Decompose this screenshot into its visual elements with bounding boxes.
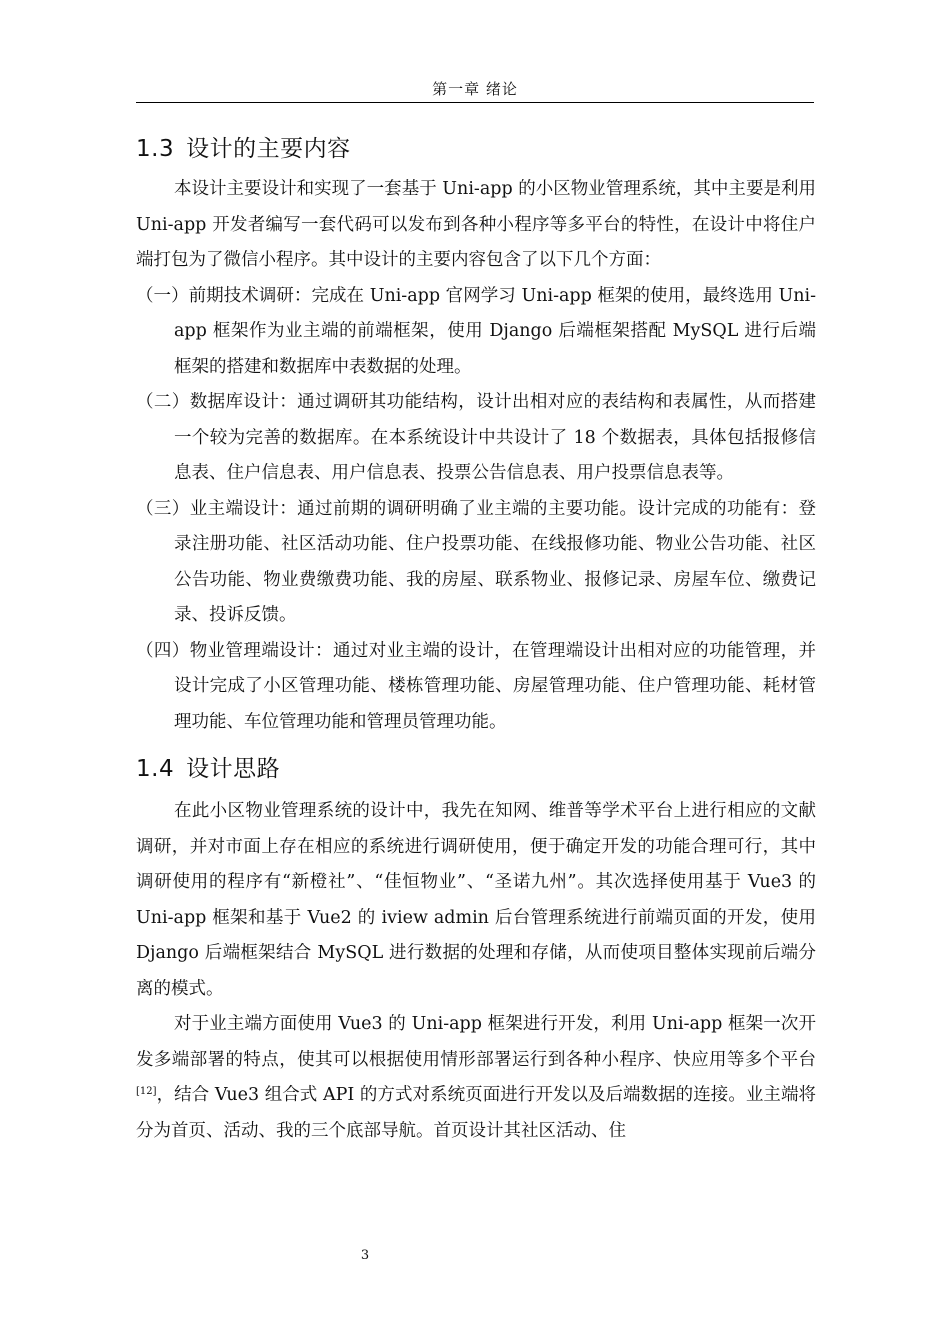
page-content (136, 130, 816, 1149)
section-1-4-paragraph-2 (136, 1007, 816, 1149)
section-1-3-intro: 本设计主要设计和实现了一套基于 Uni-app 的小区物业管理系统，其中主要是利用 Uni-app 开发者编写一套代码可以发布到各种小程序等多平台的特性，在设计中将住户端打包为了微信小程序。其中设计的主要内容包含了以下几个方面： (136, 179, 816, 270)
paragraph-2-text-after-citation: ，结合 Vue3 组合式 API 的方式对系统页面进行开发以及后端数据的连接。业主端将分为首页、活动、我的三个底部导航。首页设计其社区活动、住 (136, 1085, 816, 1141)
running-header: 第一章 绪论 (432, 80, 518, 98)
section-1-4-title: 设计思路 (186, 756, 281, 782)
citation-ref[interactable]: [12] (136, 1086, 157, 1097)
list-item-4-label: （四） (136, 640, 190, 661)
header-rule (136, 102, 814, 103)
section-1-4-number: 1.4 (136, 756, 175, 782)
list-item-2-text: 数据库设计：通过调研其功能结构，设计出相对应的表结构和表属性，从而搭建一个较为完善的数据库。在本系统设计中共设计了 18 个数据表，具体包括报修信息表、住户信息表、用户信息表、投票公告信息表、用户投票信息表等。 (174, 392, 816, 483)
list-item-1 (136, 279, 816, 386)
section-1-3-number: 1.3 (136, 136, 175, 162)
list-item-2 (136, 385, 816, 492)
list-item-3-text: 业主端设计：通过前期的调研明确了业主端的主要功能。设计完成的功能有：登录注册功能、社区活动功能、住户投票功能、在线报修功能、物业公告功能、社区公告功能、物业费缴费功能、我的房屋、联系物业、报修记录、房屋车位、缴费记录、投诉反馈。 (174, 498, 816, 625)
list-item-2-label: （二） (136, 392, 190, 412)
paragraph-2-text-before-citation: 对于业主端方面使用 Vue3 的 Uni-app 框架进行开发，利用 Uni-app 框架一次开发多端部署的特点，使其可以根据使用情形部署运行到各种小程序、快应用等多个平台 (136, 1014, 816, 1070)
list-item-4 (136, 634, 816, 741)
section-1-4-paragraph-1: 在此小区物业管理系统的设计中，我先在知网、维普等学术平台上进行相应的文献调研，并对市面上存在相应的系统进行调研使用，便于确定开发的功能合理可行，其中调研使用的程序有“新橙社”、“佳恒物业”、“圣诺九州”。其次选择使用基于 Vue3 的 Uni-app 框架和基于 Vue2 的 iview admin 后台管理系统进行前端页面的开发，使用 Django 后端框架结合 MySQL 进行数据的处理和存储，从而使项目整体实现前后端分离的模式。 (136, 801, 816, 999)
page-number: 3 (360, 1248, 370, 1263)
list-item-4-text: 物业管理端设计：通过对业主端的设计，在管理端设计出相对应的功能管理，并设计完成了小区管理功能、楼栋管理功能、房屋管理功能、住户管理功能、耗材管理功能、车位管理功能和管理员管理功能。 (174, 640, 816, 732)
list-item-3-label: （三） (136, 498, 190, 519)
section-1-4-heading (136, 752, 816, 786)
section-1-3-heading (136, 132, 816, 166)
section-1-3-title: 设计的主要内容 (186, 136, 351, 162)
list-item-3 (136, 492, 816, 634)
list-item-1-text: 前期技术调研：完成在 Uni-app 官网学习 Uni-app 框架的使用，最终选用 Uni-app 框架作为业主端的前端框架，使用 Django 后端框架搭配 MySQL 进行后端框架的搭建和数据库中表数据的处理。 (174, 285, 817, 377)
list-item-1-label: （一） (136, 285, 189, 306)
